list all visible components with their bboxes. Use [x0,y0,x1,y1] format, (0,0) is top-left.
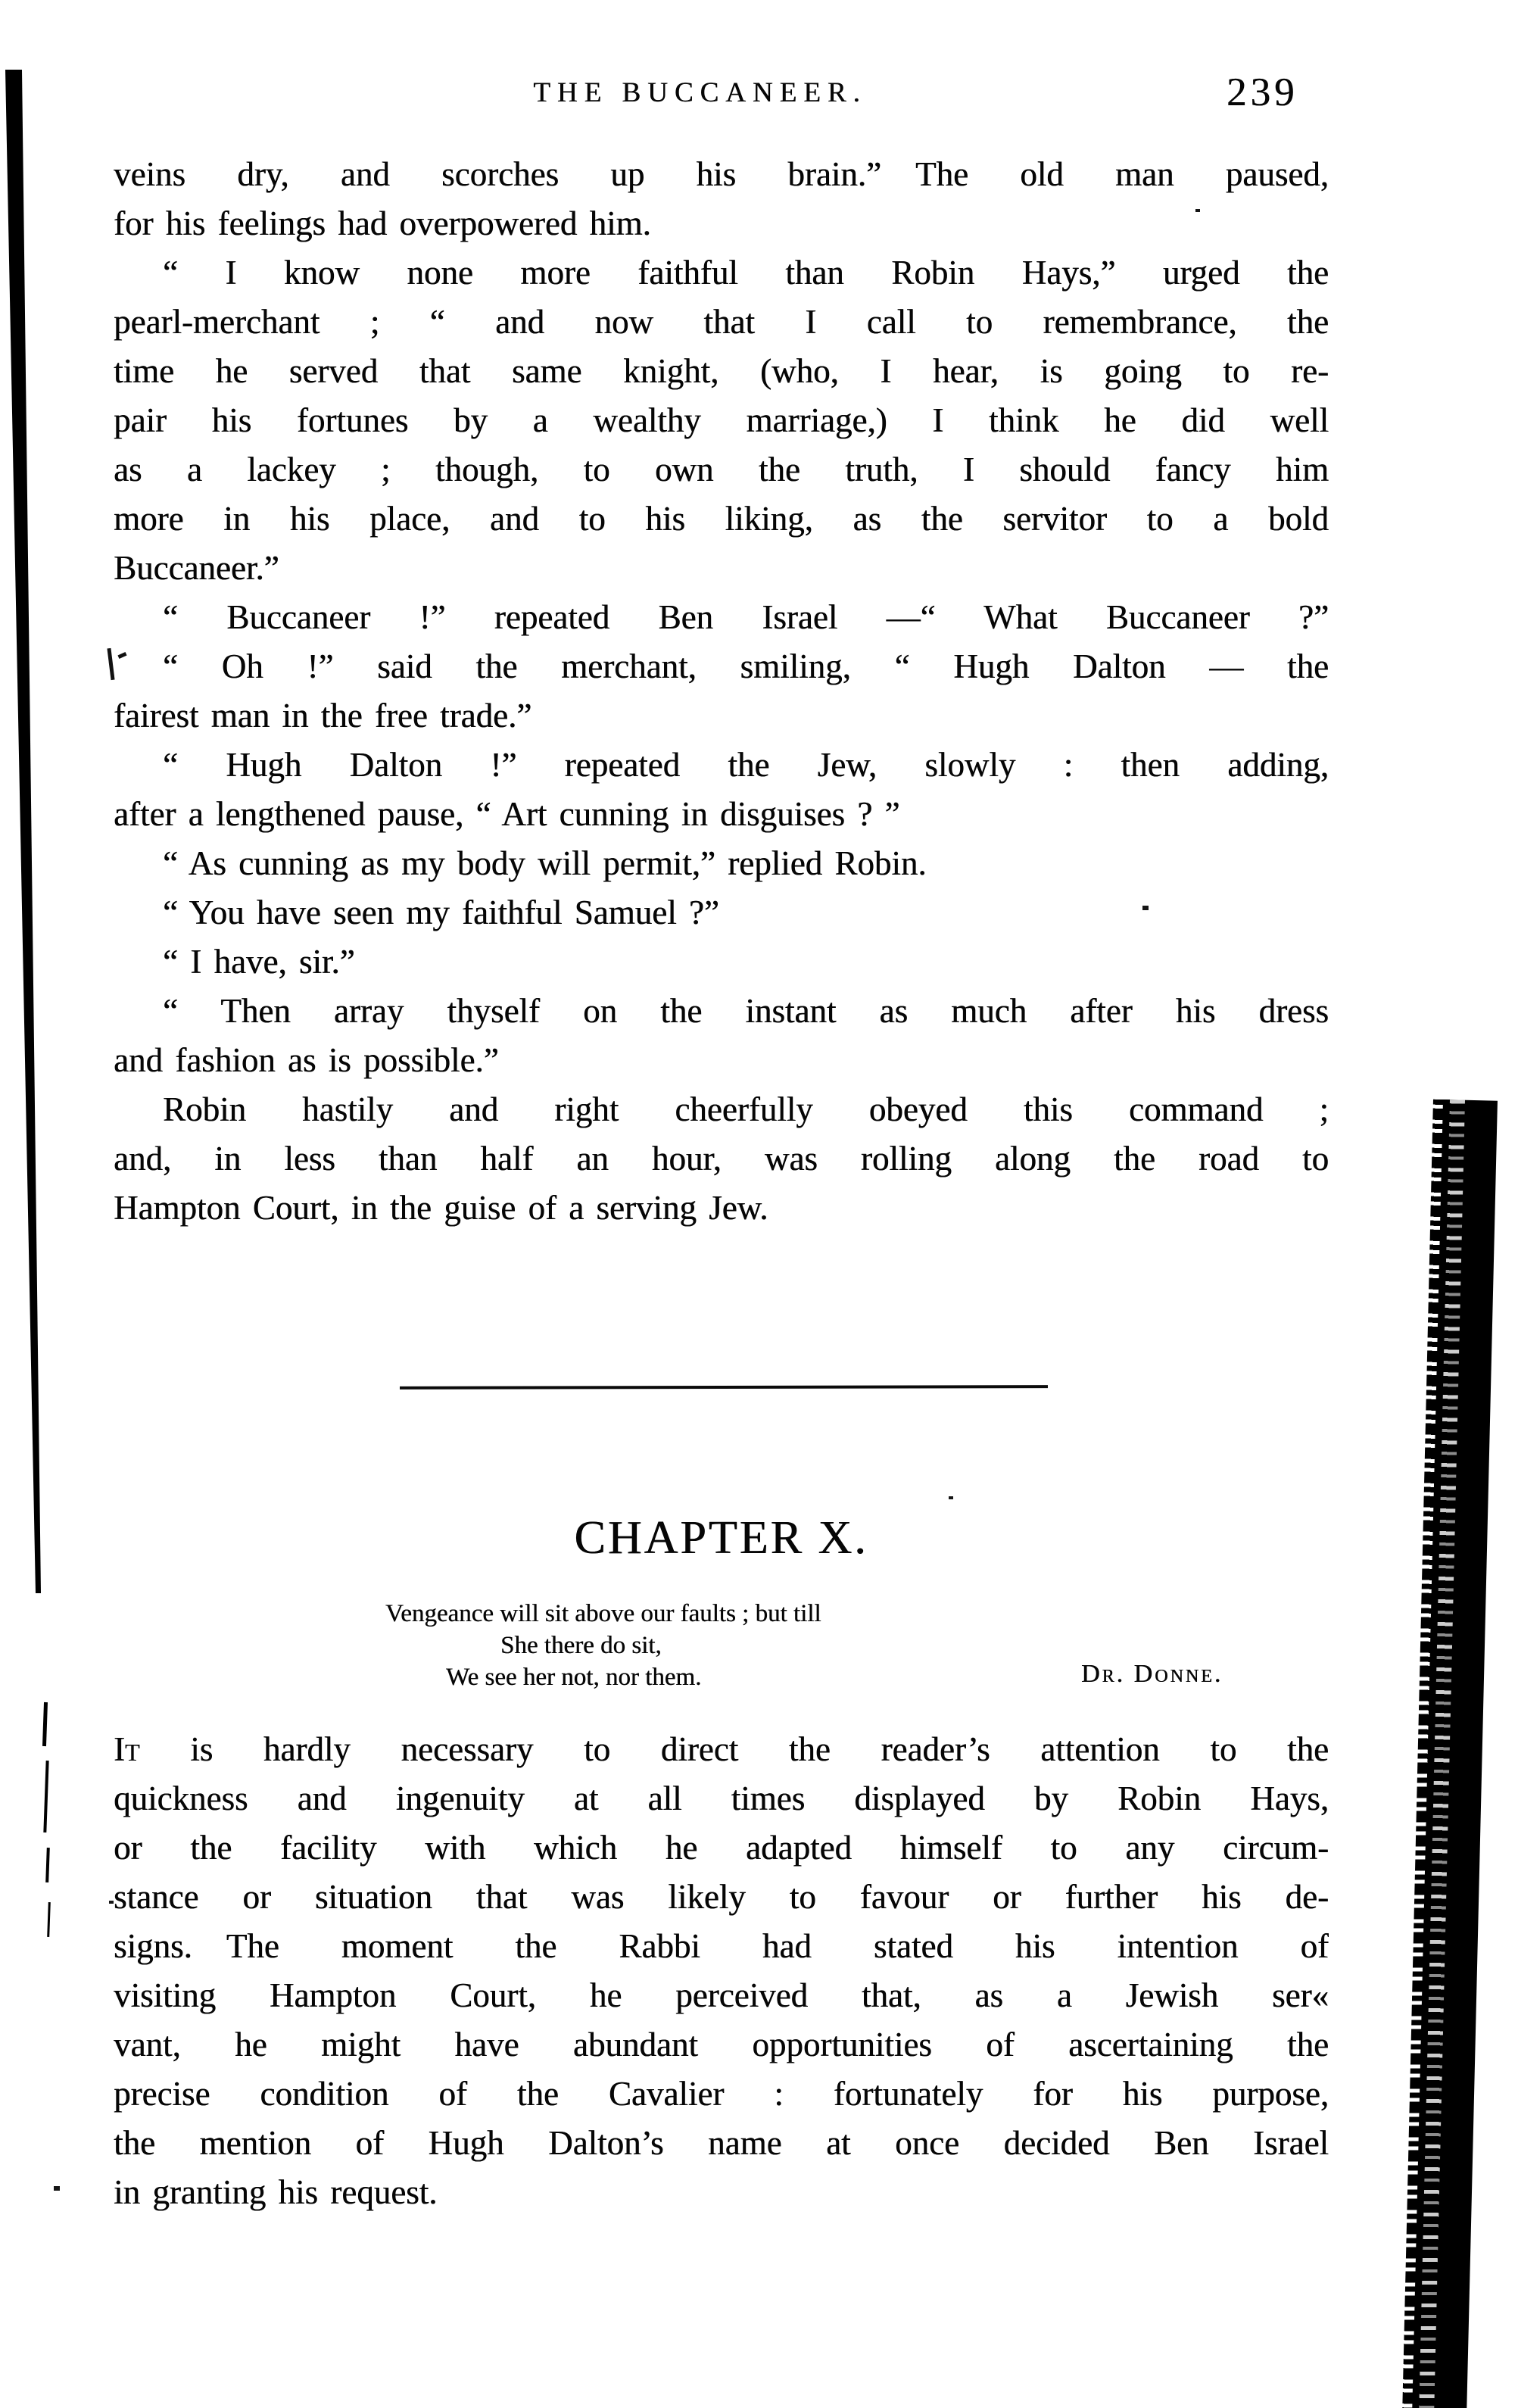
text-line: “ I know none more faithful than Robin Hays,” urged the [163,254,1329,292]
text-line: “ As cunning as my body will permit,” replied Robin. [163,844,927,882]
scan-gutter-dash [45,1848,50,1882]
text-line: “ Oh !” said the merchant, smiling, “ Hugh Dalton — the [163,647,1329,685]
epigraph-line: We see her not, nor them. [446,1664,702,1691]
text-line: precise condition of the Cavalier : fortunately for his purpose, [114,2075,1329,2113]
text-line: stance or situation that was likely to favour or further his de- [114,1878,1329,1916]
scan-gutter-dash [42,1702,48,1746]
text-line: Buccaneer.” [114,549,279,587]
epigraph-line: She there do sit, [500,1632,662,1659]
text-line: pair his fortunes by a wealthy marriage,) I think he did well [114,401,1329,439]
text-line: Hampton Court, in the guise of a serving Jew. [114,1189,768,1227]
text-line: for his feelings had overpowered him. [114,204,651,242]
text-line: the mention of Hugh Dalton’s name at once decided Ben Israel [114,2124,1329,2162]
text-line: pearl-merchant ; “ and now that I call to remembrance, the [114,303,1329,341]
scan-gutter-dash [47,1902,51,1937]
text-line: “ Buccaneer !” repeated Ben Israel —“ What Buccaneer ?” [163,598,1329,636]
text-line: in granting his request. [114,2173,438,2211]
scan-gutter-bar [0,70,45,1593]
body-text [114,150,1329,1233]
scan-gutter-dash [43,1761,48,1833]
text-line: after a lengthened pause, “ Art cunning in disguises ? ” [114,795,900,833]
text-line: “ You have seen my faithful Samuel ?” [163,894,719,931]
text-line: more in his place, and to his liking, as the servitor to a bold [114,500,1329,538]
text-line: veins dry, and scorches up his brain.” The old man paused, [114,155,1329,193]
text-line: signs. The moment the Rabbi had stated his intention of [114,1927,1329,1965]
lead-word: It [114,1730,140,1768]
text-line: Robin hastily and right cheerfully obeyed this command ; [163,1090,1329,1128]
text-line: and, in less than half an hour, was rolling along the road to [114,1140,1329,1177]
text-line: “ Hugh Dalton !” repeated the Jew, slowly : then adding, [163,746,1329,784]
epigraph-attribution: Dr. Donne. [1081,1660,1223,1688]
text-line: time he served that same knight, (who, I hear, is going to re- [114,352,1329,390]
text-line: vant, he might have abundant opportunities of ascertaining the [114,2026,1329,2063]
text-line: quickness and ingenuity at all times displayed by Robin Hays, [114,1779,1329,1817]
chapter-epigraph [114,1598,1329,1693]
text-line: “ I have, sir.” [163,943,355,981]
ink-specks [0,0,5,3]
chapter-heading: CHAPTER X. [574,1512,868,1564]
scan-edge-smudge [1411,1100,1498,2408]
page-number: 239 [1227,70,1298,114]
text-line-rest: is hardly necessary to direct the reader’s attention to the [139,1730,1329,1768]
text-line: visiting Hampton Court, he perceived that, as a Jewish ser« [114,1976,1329,2014]
text-line: fairest man in the free trade.” [114,697,532,735]
chapter-body-text [114,1725,1329,2217]
text-line [114,1725,1329,1774]
epigraph-line: Vengeance will sit above our faults ; but till [385,1600,821,1627]
text-line: “ Then array thyself on the instant as much after his dress [163,992,1329,1030]
text-line: as a lackey ; though, to own the truth, I should fancy him [114,451,1329,488]
running-title: THE BUCCANEER. [533,77,867,108]
section-divider [400,1385,1048,1390]
text-line: or the facility with which he adapted himself to any circum- [114,1829,1329,1867]
text-line: and fashion as is possible.” [114,1041,499,1079]
